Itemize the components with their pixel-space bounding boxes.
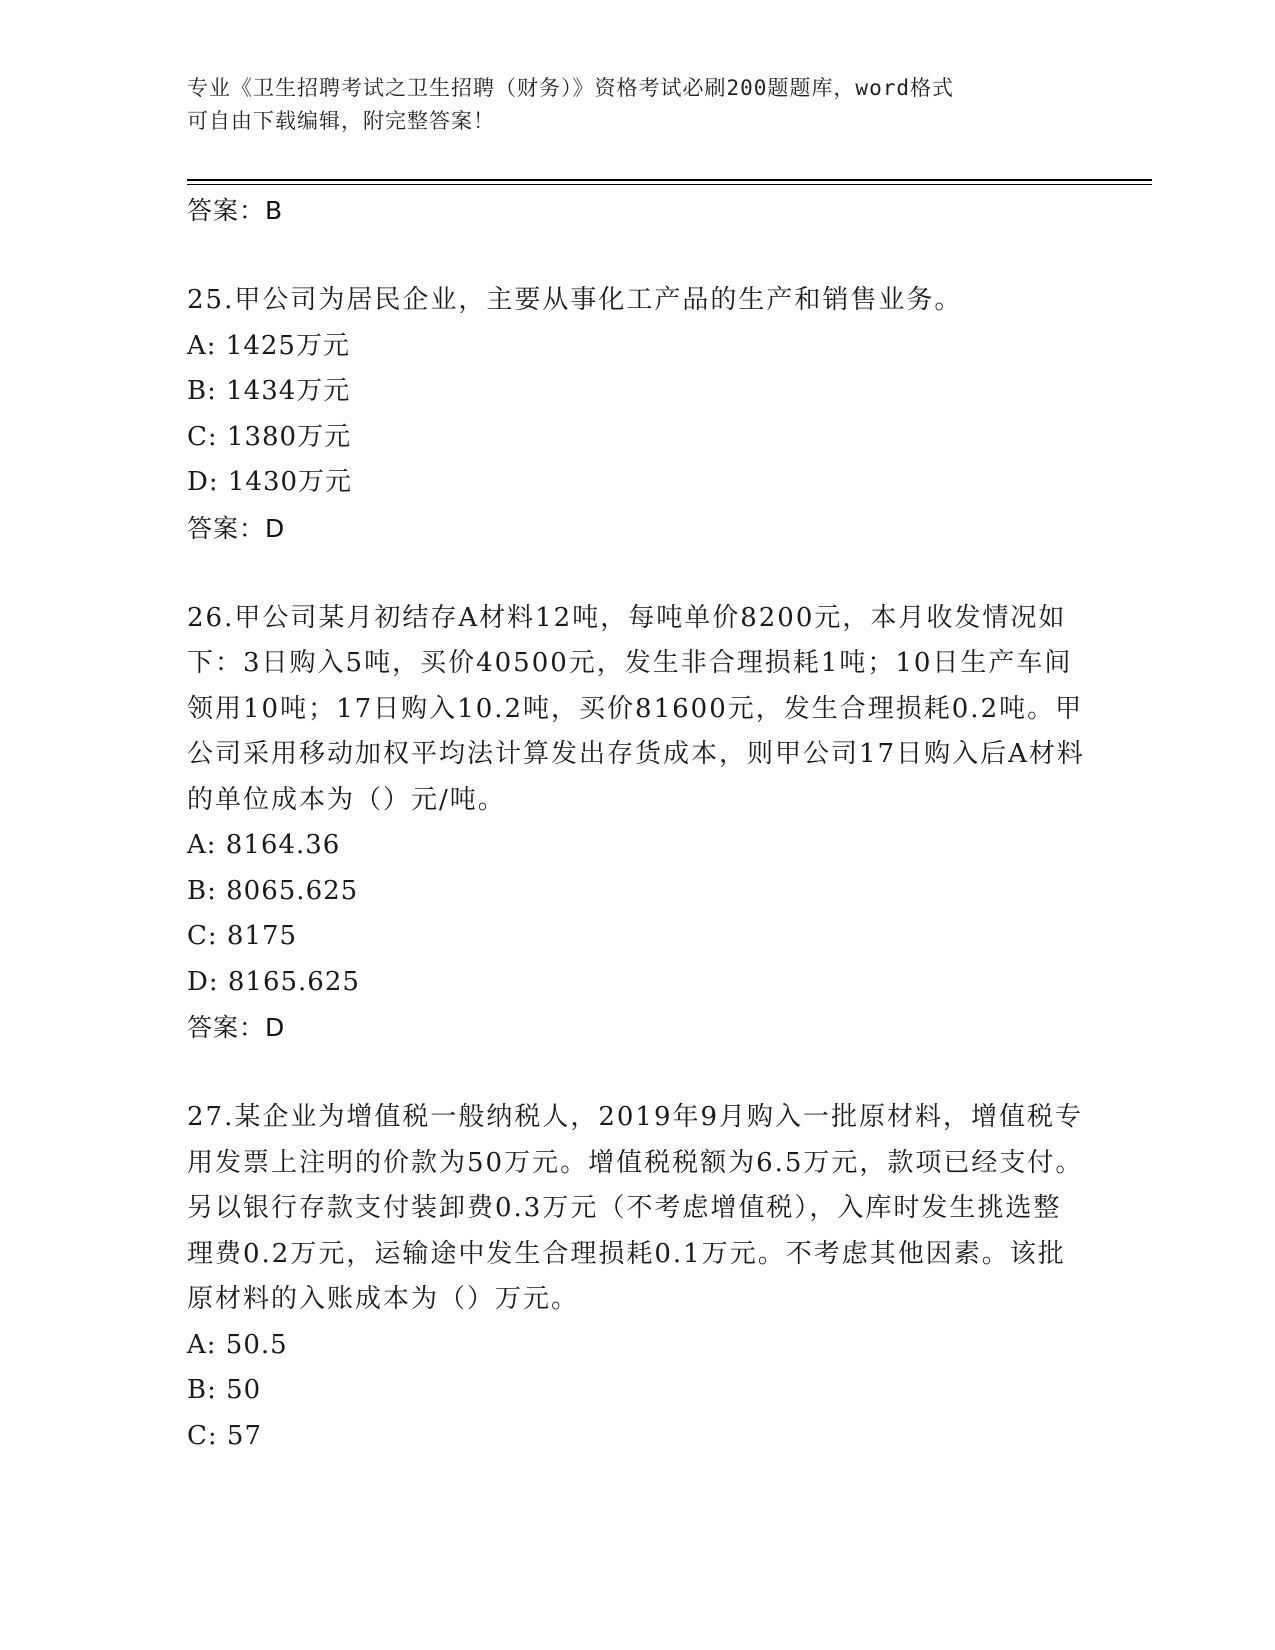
- question-text: 25.甲公司为居民企业，主要从事化工产品的生产和销售业务。: [187, 285, 963, 315]
- option-d: D: 1430万元: [187, 467, 353, 497]
- option-c: C: 8175: [187, 921, 298, 951]
- option-d: D: 8165.625: [187, 966, 360, 997]
- option-b: B: 8065.625: [187, 875, 359, 906]
- header-line-1: 专业《卫生招聘考试之卫生招聘（财务）》资格考试必刷200题题库，word格式: [187, 76, 954, 100]
- option-a: A: 50.5: [187, 1329, 288, 1360]
- option-a: A: 8164.36: [187, 830, 341, 860]
- header-line-2: 可自由下载编辑，附完整答案！: [187, 109, 495, 133]
- option-a: A: 1425万元: [187, 330, 350, 361]
- option-b: B: 1434万元: [187, 376, 351, 406]
- option-c: C: 1380万元: [187, 421, 352, 452]
- option-c: C: 57: [187, 1420, 263, 1451]
- answer: 答案：D: [187, 1013, 286, 1042]
- header-rule-thick: [187, 179, 1152, 181]
- question-26: [187, 596, 1087, 1051]
- spacer: [187, 1050, 1087, 1095]
- spacer: [187, 551, 1087, 596]
- option-b: B: 50: [187, 1375, 262, 1405]
- question-list: [187, 188, 1087, 1459]
- question-text: 26.甲公司某月初结存A材料12吨，每吨单价8200元，本月收发情况如下：3日购入5吨，买价40500元，发生非合理损耗1吨；10日生产车间领用10吨；17日购入10.2吨，买价81600元，发生合理损耗0.2吨。甲公司采用移动加权平均法计算发出存货成本，则甲公司17日购入后A材料的单位成本为（）元/吨。: [187, 602, 1085, 815]
- previous-answer: 答案：B: [187, 196, 284, 225]
- question-25: [187, 278, 1087, 551]
- question-27: [187, 1095, 1087, 1459]
- spacer: [187, 233, 1087, 278]
- document-header: [187, 72, 1067, 138]
- question-text: 27.某企业为增值税一般纳税人，2019年9月购入一批原材料，增值税专用发票上注明的价款为50万元。增值税税额为6.5万元，款项已经支付。另以银行存款支付装卸费0.3万元（不考虑增值税），入库时发生挑选整理费0.2万元，运输途中发生合理损耗0.1万元。不考虑其他因素。该批原材料的入账成本为（）万元。: [187, 1102, 1084, 1314]
- answer: 答案：D: [187, 513, 286, 543]
- header-rule-thin: [187, 184, 1152, 185]
